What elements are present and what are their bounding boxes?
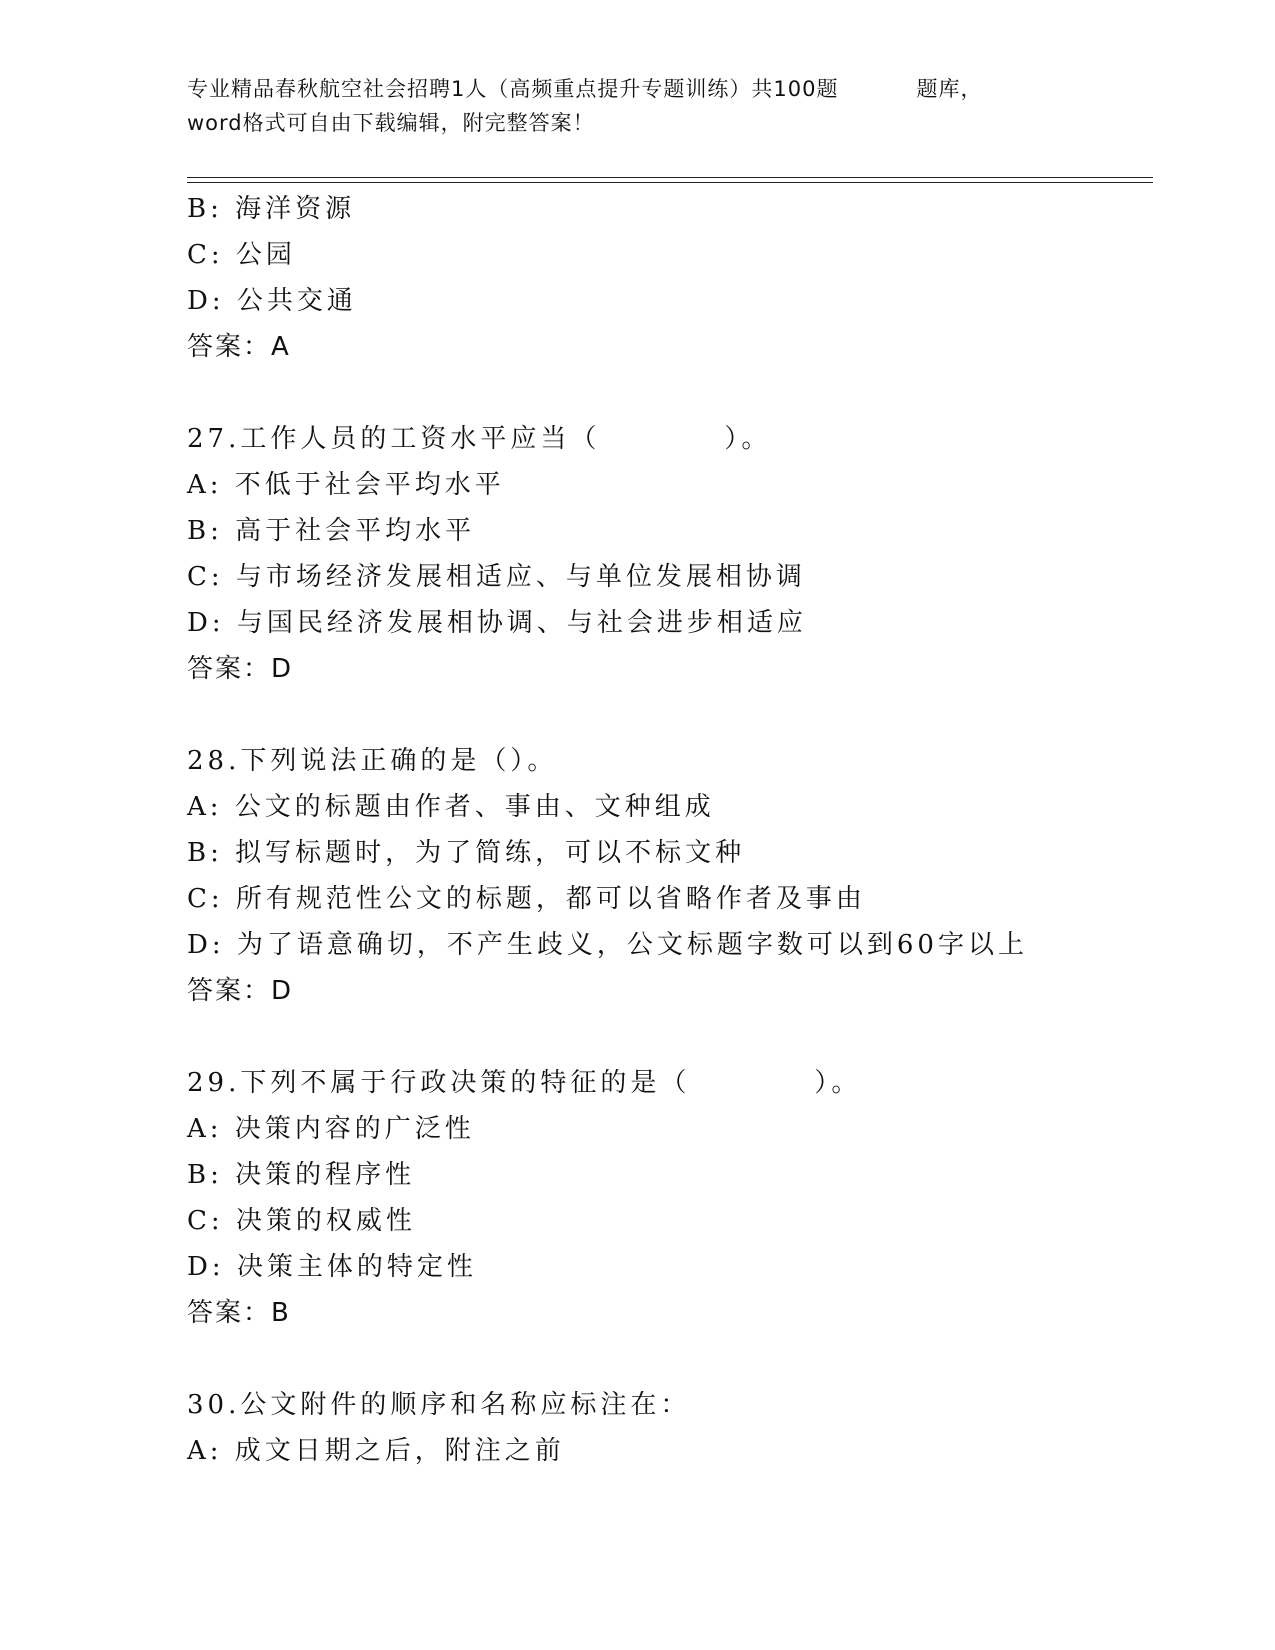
question-stem: 28.下列说法正确的是（）。 bbox=[187, 746, 558, 776]
option-d: D: 为了语意确切，不产生歧义，公文标题字数可以到60字以上 bbox=[187, 930, 1028, 960]
option-c: C: 决策的权威性 bbox=[187, 1206, 416, 1236]
answer: 答案：B bbox=[187, 1298, 291, 1328]
header-divider-bottom bbox=[187, 182, 1153, 183]
question-stem: 30.公文附件的顺序和名称应标注在： bbox=[187, 1390, 691, 1420]
question-27 bbox=[187, 416, 1137, 692]
option-c: C: 与市场经济发展相适应、与单位发展相协调 bbox=[187, 562, 806, 592]
question-29 bbox=[187, 1060, 1137, 1336]
question-list bbox=[187, 186, 1137, 1474]
stem-start: 27.工作人员的工资水平应当（ bbox=[187, 424, 601, 454]
option-a: A: 决策内容的广泛性 bbox=[187, 1114, 475, 1144]
question-30 bbox=[187, 1382, 1137, 1474]
option-a: A: 不低于社会平均水平 bbox=[187, 470, 505, 500]
answer: 答案：D bbox=[187, 654, 294, 684]
question-stem bbox=[187, 1060, 1137, 1106]
header-line-1 bbox=[187, 72, 1087, 106]
option-b: B: 决策的程序性 bbox=[187, 1160, 416, 1190]
option-d: D: 决策主体的特定性 bbox=[187, 1252, 477, 1282]
stem-end: ）。 bbox=[724, 424, 772, 454]
question-stem bbox=[187, 416, 1137, 462]
option-a: A: 成文日期之后，附注之前 bbox=[187, 1436, 565, 1466]
question-26-continued bbox=[187, 186, 1137, 370]
header-line-2: word格式可自由下载编辑，附完整答案！ bbox=[187, 111, 595, 135]
option-d: D: 公共交通 bbox=[187, 286, 357, 316]
header-title: 专业精品春秋航空社会招聘1人（高频重点提升专题训练）共100题 bbox=[187, 77, 839, 101]
option-b: B: 拟写标题时，为了简练，可以不标文种 bbox=[187, 838, 746, 868]
header-title-suffix: 题库， bbox=[916, 77, 983, 101]
header-divider-top bbox=[187, 177, 1153, 178]
option-a: A: 公文的标题由作者、事由、文种组成 bbox=[187, 792, 715, 822]
stem-end: ）。 bbox=[814, 1068, 862, 1098]
question-28 bbox=[187, 738, 1137, 1014]
option-b: B: 海洋资源 bbox=[187, 194, 356, 224]
option-c: C: 公园 bbox=[187, 240, 296, 270]
stem-start: 29.下列不属于行政决策的特征的是（ bbox=[187, 1068, 691, 1098]
answer: 答案：D bbox=[187, 976, 294, 1006]
option-b: B: 高于社会平均水平 bbox=[187, 516, 476, 546]
option-c: C: 所有规范性公文的标题，都可以省略作者及事由 bbox=[187, 884, 866, 914]
option-d: D: 与国民经济发展相协调、与社会进步相适应 bbox=[187, 608, 807, 638]
answer: 答案：A bbox=[187, 332, 291, 362]
document-header bbox=[187, 72, 1087, 140]
